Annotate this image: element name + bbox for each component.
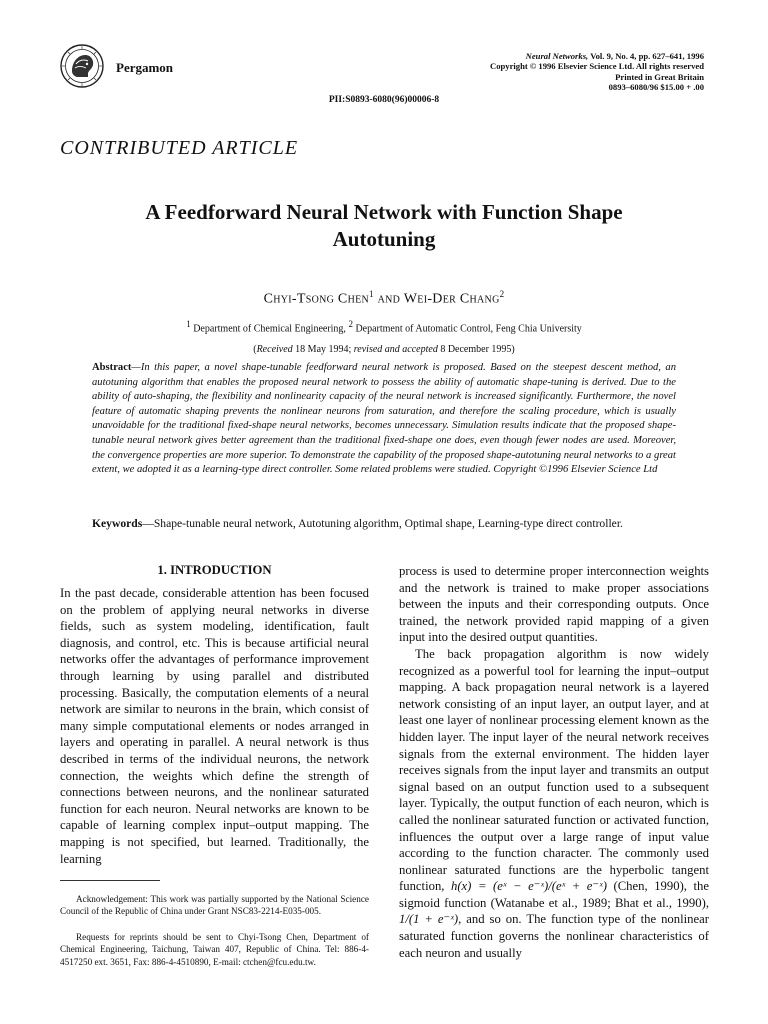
footnote-divider [60,880,160,881]
section-label: CONTRIBUTED ARTICLE [60,137,299,159]
paper-title [60,199,708,253]
received-dates: (Received 18 May 1994; revised and accepted 8 December 1995) [253,344,515,355]
tanh-formula: h(x) = (eˣ − e⁻ˣ)/(eˣ + e⁻ˣ) [450,879,607,894]
revised-label: revised and accepted [353,344,438,355]
intro-paragraph-1: In the past decade, considerable attention has been focused on the problem of applying neural networks in diverse fields, such as system modeling, identification, fault diagnosis, and control, etc. This is because artificial neural networks offer the advantages of performance improvement through learning by using parallel and distributed processing. Basically, the computation elements of a neural network are similar to neurons in the brain, which consist of many simple computational elements or nodes arranged in layers and operating in parallel. A neural network is thus described in terms of the individual neurons, the network connection, the weights which define the strength of connections between neurons, and the nonlinear saturated function for each neuron. Neural networks are known to be capable of learning complex input–output mapping. The mapping is not specified, but learned. Traditionally, the learning [60,586,369,866]
abstract-label: Abstract [92,362,132,373]
revised-date: 8 December 1995 [437,344,512,355]
footnote-reprints [60,931,369,968]
right-column [399,563,709,961]
section-heading-introduction: 1. INTRODUCTION [157,563,272,577]
author-1: Chyi-Tsong Chen [263,291,370,307]
affil-mark-2: 2 [348,319,353,329]
reprints-text: Requests for reprints should be sent to Chyi-Tsong Chen, Department of Chemical Engineering, Taichung, Taiwan 407, Republic of China. Tel: 886-4-4517250 ext. 3651, Fax: 886-4-4510890, E-mail: ctchen@fcu.edu.tw. [60,932,369,967]
author-2-affil-mark: 2 [499,289,505,299]
keywords [92,517,676,532]
intro-paragraph-2 [399,646,709,961]
pii-identifier: PII:S0893-6080(96)00006-8 [328,95,440,105]
issn-price-line: 0893–6080/96 $15.00 + .00 [608,82,704,93]
journal-citation [490,51,704,93]
para2-text-c: , and so on. The function type of the nonlinear saturated function governs the nonlinear characteristics of each neuron and usually [399,912,710,960]
copyright-line: Copyright © 1996 Elsevier Science Ltd. All rights reserved [489,61,704,72]
acknowledgement-text: Acknowledgement: This work was partially supported by the National Science Council of the Republic of China under Grant NSC83-2214-E035-005. [60,894,369,917]
keywords-text: —Shape-tunable neural network, Autotuning algorithm, Optimal shape, Learning-type direct controller. [142,517,623,530]
received-label: Received [256,344,293,355]
journal-name: Neural Networks, [525,51,589,61]
affiliation-1: Department of Chemical Engineering, [190,323,349,335]
abstract [92,361,676,478]
para2-text-b: (Chen, 1990), the sigmoid function (Watanabe et al., 1989; Bhat et al., 1990), [399,879,709,910]
author-2: Wei-Der Chang [403,291,500,307]
para2-text-a: The back propagation algorithm is now widely recognized as a powerful tool for learning the input–output mapping. A back propagation neural network is a layered network consisting of an input layer, an output layer, and at least one layer of nonlinear processing element known as the hidden layer. The input layer of the neural network receives signals from the external environment. The hidden layer receives signals from the input layer and transmits an output signal based on an output function used to a subsequent layer. Typically, the output function of each neuron, which is called the nonlinear saturated function or activated function, influences the output over a large range of input value according to the function character. The commonly used nonlinear saturated functions are the hyperbolic tangent function, [399,646,709,894]
author-list [0,289,768,308]
publisher-name: Pergamon [116,60,174,75]
footnote-acknowledgement [60,893,369,918]
publisher-logo-seal [60,44,104,88]
printed-in-line: Printed in Great Britain [615,71,704,82]
abstract-text: —In this paper, a novel shape-tunable feedforward neural network is proposed. Based on the steepest descent method, an autotuning algorithm that enables the proposed neural network to possess the ability of automatic shape-tuning is derived. Due to the ability of auto-shaping, the flexibility and nonlinearity capacity of the neural network is increased significantly. Furthermore, the novel feature of automatic shaping prevents the nonlinear neurons from saturation, and therefore the scaling procedure, which is usually unavoidable for the traditional fixed-shape neural networks, becomes unnecessary. Simulation results indicate that the proposed shape-tunable neural network gives better agreement than the traditional fixed-shape one does, even though fewer nodes are used. Moreover, the convergence properties are more superior. To demonstrate the capability of the proposed shape-autotuning neural networks to a great extent, we adopted it as a learning-type direct controller. Some related problems were studied. Copyright ©1996 Elsevier Science Ltd [92,362,676,476]
title-line-2: Autotuning [332,227,436,251]
sigmoid-formula: 1/(1 + e⁻ˣ) [399,912,459,927]
author-1-affil-mark: 1 [369,289,374,299]
affiliations [0,319,768,334]
title-line-1: A Feedforward Neural Network with Function Shape [145,200,623,224]
received-date: 18 May 1994; [292,344,354,355]
keywords-label: Keywords [92,517,143,530]
intro-paragraph-1-continued: process is used to determine proper interconnection weights and the network is trained to make proper associations between the inputs and their corresponding outputs. Once trained, the network provided rapid mapping of a given input into the desired output quantities. [399,564,709,645]
authors-conjunction: and [373,291,404,307]
left-column [60,585,369,867]
affiliation-2: Department of Automatic Control, Feng Chia University [352,323,582,335]
affil-mark-1: 1 [186,319,191,329]
journal-volume-info: Vol. 9, No. 4, pp. 627–641, 1996 [588,51,704,61]
